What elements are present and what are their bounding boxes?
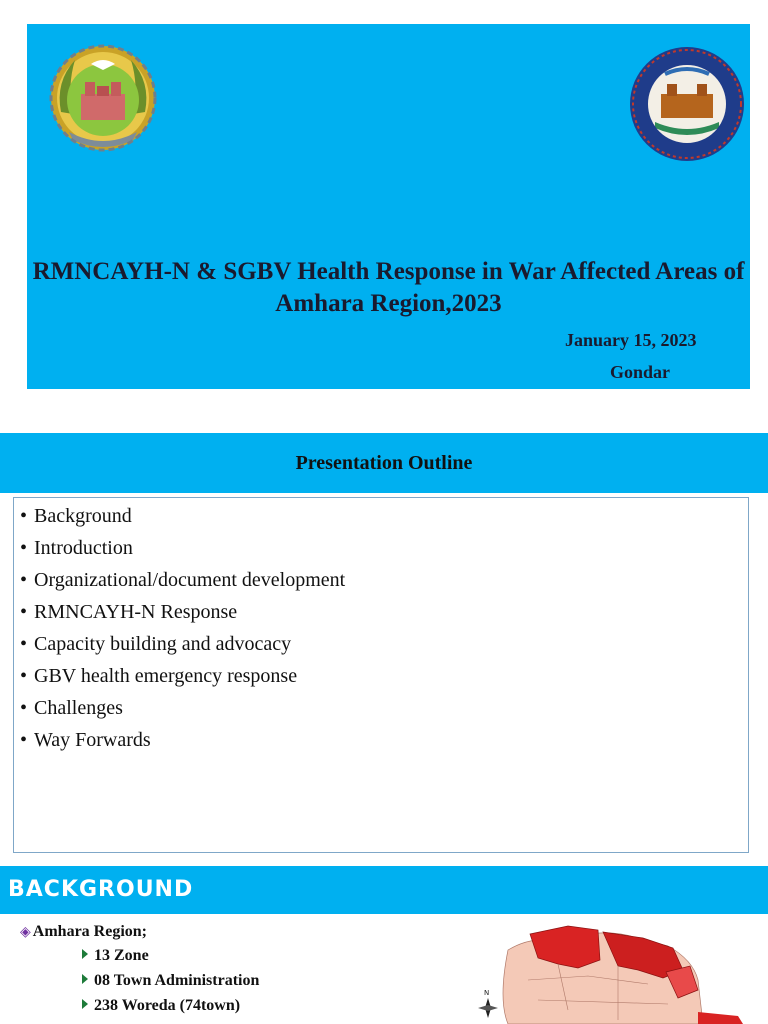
bullet-icon: • bbox=[20, 697, 28, 719]
outline-item: • Background bbox=[20, 500, 345, 532]
title-slide bbox=[27, 24, 750, 389]
bullet-icon: • bbox=[20, 633, 28, 655]
bullet-icon: • bbox=[20, 537, 28, 559]
bullet-icon: • bbox=[20, 729, 28, 751]
sub-item: 238 Woreda (74town) bbox=[82, 997, 240, 1015]
region-map bbox=[468, 920, 768, 1024]
bullet-icon: • bbox=[20, 505, 28, 527]
sub-item: 13 Zone bbox=[82, 947, 149, 965]
outline-item: • RMNCAYH-N Response bbox=[20, 596, 345, 628]
presentation-title: RMNCAYH-N & SGBV Health Response in War Affected Areas of Amhara Region,2023 bbox=[32, 258, 745, 317]
outline-item: • GBV health emergency response bbox=[20, 660, 345, 692]
arrow-bullet-icon bbox=[82, 974, 88, 984]
arrow-bullet-icon bbox=[82, 949, 88, 959]
outline-header bbox=[0, 433, 768, 493]
outline-item: • Organizational/document development bbox=[20, 564, 345, 596]
outline-title: Presentation Outline bbox=[295, 452, 473, 474]
bullet-icon: • bbox=[20, 569, 28, 591]
outline-box bbox=[13, 497, 749, 853]
outline-item: • Way Forwards bbox=[20, 724, 345, 756]
bullet-icon: • bbox=[20, 601, 28, 623]
presentation-location: Gondar bbox=[610, 362, 671, 382]
sub-item: 08 Town Administration bbox=[82, 972, 259, 990]
background-title: BACKGROUND bbox=[8, 877, 194, 902]
public-health-institute-logo bbox=[627, 44, 747, 164]
amhara-emblem-logo bbox=[47, 42, 159, 154]
outline-item: • Challenges bbox=[20, 692, 345, 724]
background-content bbox=[0, 914, 768, 1024]
background-header bbox=[0, 866, 768, 914]
outline-list bbox=[20, 500, 345, 756]
presentation-date: January 15, 2023 bbox=[565, 330, 697, 350]
bullet-icon: • bbox=[20, 665, 28, 687]
outline-item: • Introduction bbox=[20, 532, 345, 564]
diamond-bullet-icon: ◈ bbox=[20, 925, 31, 940]
region-label: ◈ Amhara Region; bbox=[20, 923, 147, 940]
svg-text:N: N bbox=[484, 989, 490, 997]
outline-item: • Capacity building and advocacy bbox=[20, 628, 345, 660]
arrow-bullet-icon bbox=[82, 999, 88, 1009]
